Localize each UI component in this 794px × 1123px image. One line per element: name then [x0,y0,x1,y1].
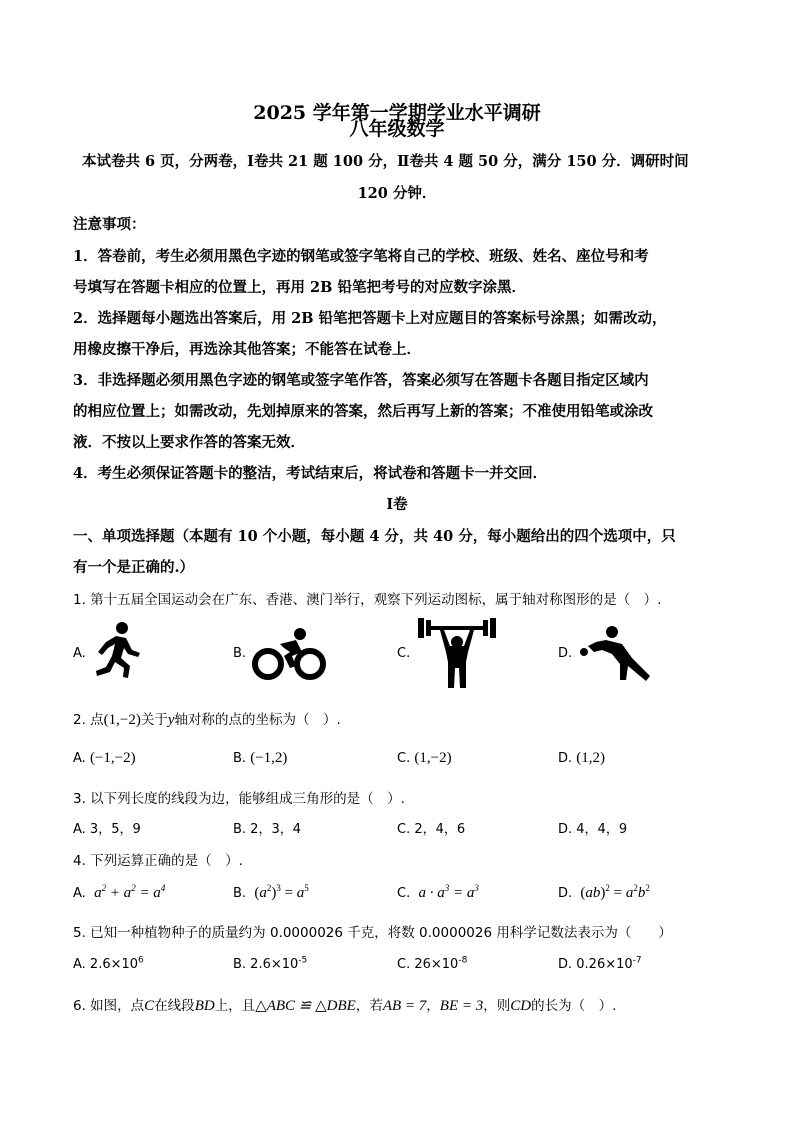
q5-option-d-base: D. 0.26×10 [558,957,633,972]
q4-option-c [397,885,479,902]
q5-option-b-base: B. 2.6×10 [233,957,299,972]
notes-heading: 注意事项： [73,216,146,233]
table-tennis-icon [576,624,666,686]
q5-option-b [233,957,307,972]
q6-stem-part-d: ，若 [355,998,383,1014]
q1-option-c-label: C. [397,646,411,661]
note-4-line1: 4．考生必须保证答题卡的整洁，考试结束后，将试卷和答题卡一并交回． [73,465,548,482]
q1-option-a-label: A. [73,646,86,661]
q4-option-c-label: C. [397,886,411,901]
q3-option-c: C. 2，4，6 [397,822,466,837]
note-2-line1: 2．选择题每小题选出答案后，用 2B 铅笔把答题卡上对应题目的答案标号涂黑；如需改动， [73,310,667,327]
q6-segment-bd: BD [194,998,215,1014]
q5-option-c-exp: -8 [458,955,468,966]
q2-option-b [233,750,287,767]
q4-option-a [73,885,165,902]
q2-axis: y [167,712,175,728]
q5-option-a [73,957,144,972]
q2-option-b-label: B. [233,751,247,766]
q4-option-d [558,885,650,902]
exam-title: 2025 学年第一学期学业水平调研 [253,102,541,124]
q1-stem: 1. 第十五届全国运动会在广东、香港、澳门举行，观察下列运动图标，属于轴对称图形的是（ ）. [73,592,662,608]
volume-heading: Ⅰ卷 [386,496,408,513]
q6-stem-part-a: 6. 如图，点 [73,998,145,1014]
q2-stem [73,708,341,729]
q6-stem-part-c: 上，且 [214,998,256,1014]
part1-heading-line2: 有一个是正确的.） [73,559,195,576]
q4-option-d-expr: $(ab)^2 = a^2b^2$ [580,883,650,901]
note-1-line2: 号填写在答题卡相应的位置上，再用 2B 铅笔把考号的对应数字涂黑． [73,279,526,296]
q2-option-d-label: D. [558,751,573,766]
exam-intro-line2: 120 分钟． [357,185,437,202]
q6-segment-cd: CD [510,998,532,1014]
q2-option-c-label: C. [397,751,411,766]
note-3-line3: 液．不按以上要求作答的答案无效． [73,434,305,451]
note-3-line2: 的相应位置上；如需改动，先划掉原来的答案，然后再写上新的答案；不准使用铅笔或涂改 [73,403,653,420]
q2-option-a-label: A. [73,751,86,766]
q6-congruence: △ABC ≌ △DBE [255,998,356,1014]
q4-stem: 4. 下列运算正确的是（ ）. [73,853,243,869]
q6-comma: ， [426,998,440,1014]
running-icon [88,620,150,682]
q6-point-c: C [144,998,155,1014]
q5-option-c-base: C. 26×10 [397,957,459,972]
q2-option-d-value: (1,2) [576,750,606,766]
q3-option-b: B. 2，3，4 [233,822,301,837]
q6-stem-part-f: 的长为（ ）. [531,998,617,1014]
q2-stem-mid: 关于 [140,712,168,728]
q3-option-d: D. 4，4，9 [558,822,628,837]
q3-option-a: A. 3，5，9 [73,822,141,837]
q2-stem-prefix: 2. 点 [73,712,104,728]
cycling-icon [250,626,330,682]
q2-option-a [73,750,136,767]
q4-option-b [233,885,309,902]
note-2-line2: 用橡皮擦干净后，再选涂其他答案；不能答在试卷上． [73,341,421,358]
q5-stem: 5. 已知一种植物种子的质量约为 0.0000026 千克，将数 0.0000026 用科学记数法表示为（ ） [73,925,672,941]
q1-option-d-label: D. [558,646,573,661]
q6-stem-part-e: ，则 [483,998,511,1014]
q6-stem [73,994,616,1015]
q2-option-c-value: (1,−2) [414,750,452,766]
q3-stem: 3. 以下列长度的线段为边，能够组成三角形的是（ ）. [73,791,405,807]
q2-option-a-value: (−1,−2) [89,750,136,766]
q2-option-c [397,750,452,767]
q5-option-d [558,957,642,972]
q4-option-a-expr: $a^2 + a^2 = a^4$ [94,883,166,901]
q6-be-length: BE = 3 [439,998,484,1014]
q1-option-b-label: B. [233,646,247,661]
note-3-line1: 3．非选择题必须用黑色字迹的钢笔或签字笔作答，答案必须写在答题卡各题目指定区域内 [73,372,649,389]
q4-option-b-expr: $(a^2)^3 = a^5$ [254,883,309,901]
note-1-line1: 1．答卷前，考生必须用黑色字迹的钢笔或签字笔将自己的学校、班级、姓名、座位号和考 [73,248,649,265]
q4-option-a-label: A. [73,886,86,901]
q2-stem-suffix: 轴对称的点的坐标为（ ）. [174,712,341,728]
part1-heading-line1: 一、单项选择题（本题有 10 个小题，每小题 4 分，共 40 分，每小题给出的四个选项中，只 [73,528,676,545]
exam-subtitle: 八年级数学 [349,118,445,140]
q5-option-b-exp: -5 [298,955,308,966]
q2-option-b-value: (−1,2) [250,750,288,766]
q4-option-c-expr: $a \cdot a^3 = a^3$ [418,883,479,901]
q6-ab-length: AB = 7 [382,998,427,1014]
weightlifting-icon [416,616,498,692]
q6-stem-part-b: 在线段 [154,998,195,1014]
q5-option-d-exp: -7 [632,955,642,966]
exam-intro-line1: 本试卷共 6 页，分两卷，Ⅰ卷共 21 题 100 分，Ⅱ卷共 4 题 50 分，满分 150 分．调研时间 [82,153,689,170]
q4-option-b-label: B. [233,886,247,901]
q2-option-d [558,750,605,767]
q2-point: (1,−2) [103,712,141,728]
q4-option-d-label: D. [558,886,573,901]
q5-option-c [397,957,467,972]
q5-option-a-base: A. 2.6×10 [73,957,139,972]
q5-option-a-exp: 6 [138,955,144,966]
